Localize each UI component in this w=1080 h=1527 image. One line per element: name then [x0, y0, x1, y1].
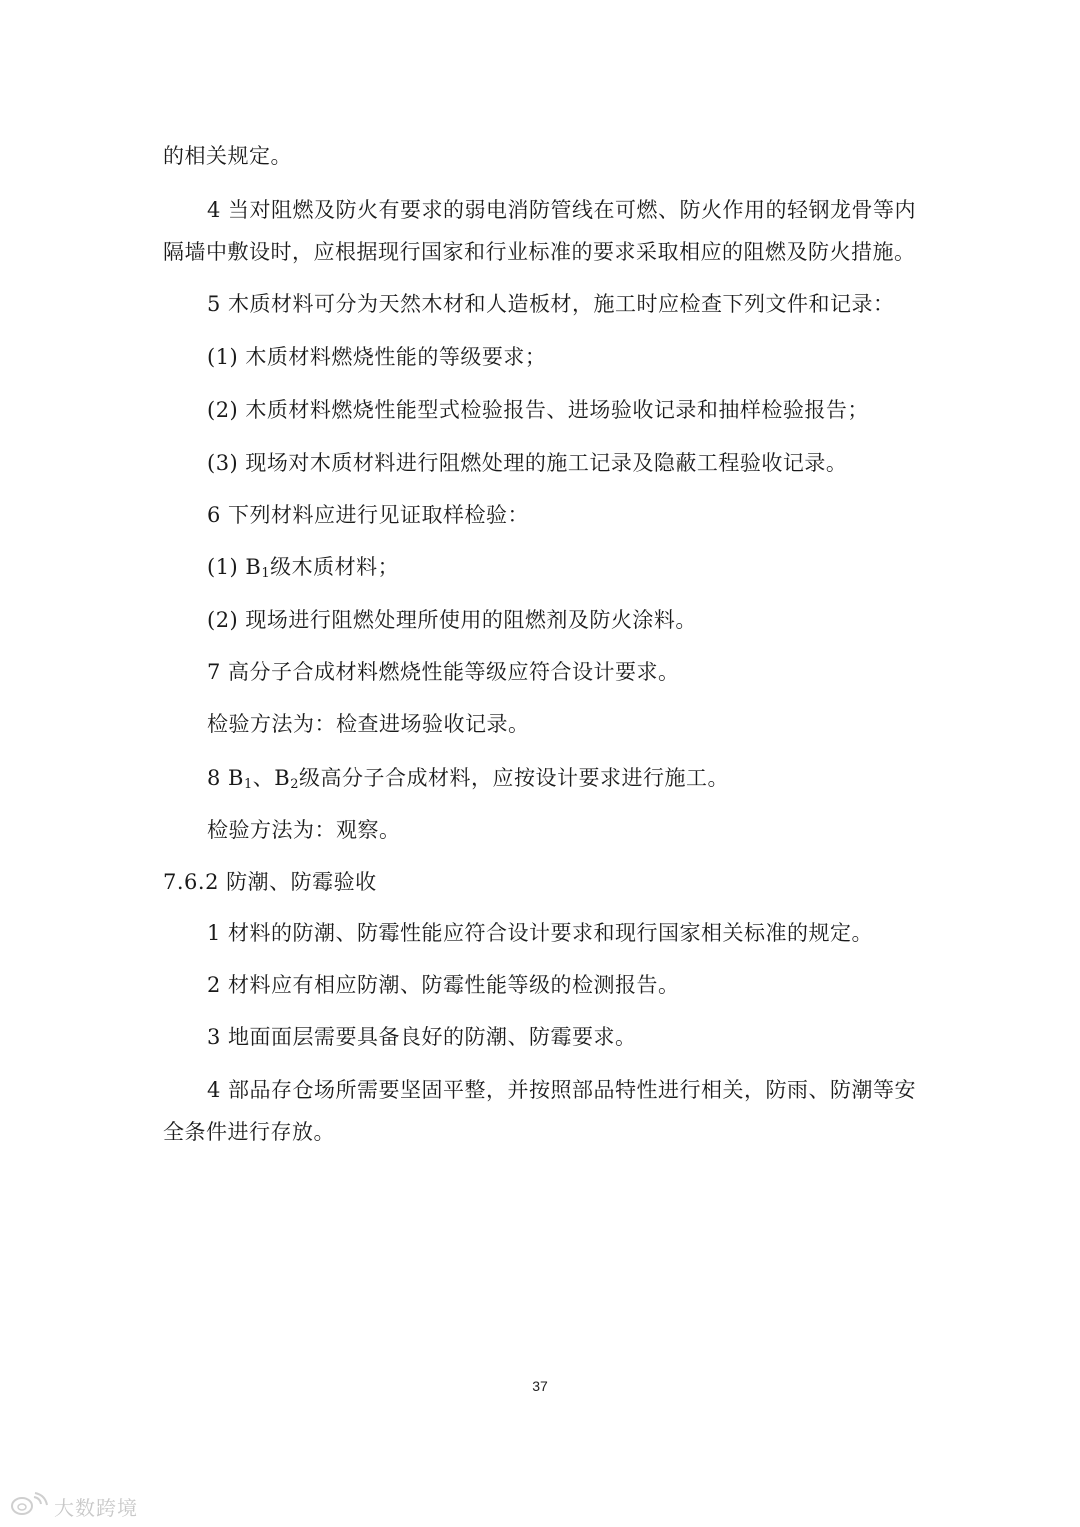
- watermark: [10, 1492, 138, 1520]
- page-number: 37: [532, 1378, 548, 1394]
- list-item: (3) 现场对木质材料进行阻燃处理的施工记录及隐蔽工程验收记录。: [207, 451, 848, 475]
- paragraph-line: 4 当对阻燃及防火有要求的弱电消防管线在可燃、防火作用的轻钢龙骨等内: [207, 198, 917, 222]
- paragraph-line: 的相关规定。: [163, 144, 292, 168]
- paragraph-line: 全条件进行存放。: [163, 1120, 335, 1144]
- watermark-text: 大数跨境: [54, 1495, 138, 1520]
- list-item: (2) 木质材料燃烧性能型式检验报告、进场验收记录和抽样检验报告；: [207, 398, 869, 422]
- paragraph-line: 3 地面面层需要具备良好的防潮、防霉要求。: [207, 1025, 637, 1049]
- paragraph-line: 8 $B_1$、$B_2$级高分子合成材料，应按设计要求进行施工。: [207, 766, 729, 792]
- list-item: (2) 现场进行阻燃处理所使用的阻燃剂及防火涂料。: [207, 608, 697, 632]
- paragraph-line: 检验方法为：观察。: [207, 818, 401, 842]
- paragraph-line: 7 高分子合成材料燃烧性能等级应符合设计要求。: [207, 660, 680, 684]
- paragraph-line: 隔墙中敷设时，应根据现行国家和行业标准的要求采取相应的阻燃及防火措施。: [163, 240, 916, 264]
- paragraph-line: 1 材料的防潮、防霉性能应符合设计要求和现行国家相关标准的规定。: [207, 921, 874, 945]
- weibo-logo-icon: [10, 1491, 50, 1521]
- paragraph-line: 2 材料应有相应防潮、防霉性能等级的检测报告。: [207, 973, 680, 997]
- list-item: (1) $B_1$级木质材料；: [207, 555, 400, 581]
- section-heading: 7.6.2 防潮、防霉验收: [163, 870, 377, 894]
- paragraph-line: 5 木质材料可分为天然木材和人造板材，施工时应检查下列文件和记录：: [207, 292, 895, 316]
- paragraph-line: 6 下列材料应进行见证取样检验：: [207, 503, 530, 527]
- list-item: (1) 木质材料燃烧性能的等级要求；: [207, 345, 547, 369]
- paragraph-line: 检验方法为：检查进场验收记录。: [207, 712, 530, 736]
- paragraph-line: 4 部品存仓场所需要坚固平整，并按照部品特性进行相关，防雨、防潮等安: [207, 1078, 917, 1102]
